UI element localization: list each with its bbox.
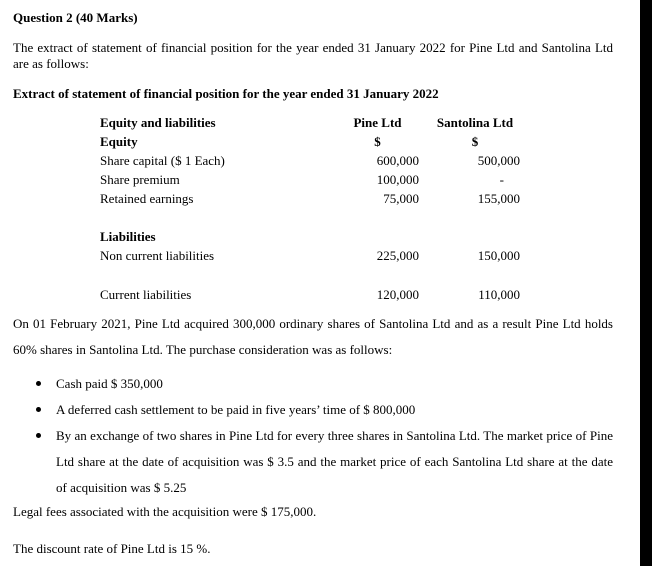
bullet-icon <box>36 407 41 412</box>
row-label-share-premium: Share premium <box>100 172 180 187</box>
bullet-icon <box>36 433 41 438</box>
column-header-pine: Pine Ltd <box>353 115 402 130</box>
table-title: Extract of statement of financial position for the year ended 31 January 2022 <box>13 86 439 101</box>
equity-label: Equity <box>100 134 138 149</box>
santolina-current: 110,000 <box>478 287 520 302</box>
santolina-retained-earnings: 155,000 <box>477 191 520 206</box>
row-label-current: Current liabilities <box>100 287 192 302</box>
table-header-label: Equity and liabilities <box>100 115 216 130</box>
liabilities-label: Liabilities <box>100 229 156 244</box>
row-label-retained-earnings: Retained earnings <box>100 191 194 206</box>
bullet-icon <box>36 381 41 386</box>
legal-fees-text: Legal fees associated with the acquisition were $ 175,000. <box>13 504 317 519</box>
santolina-share-capital: 500,000 <box>477 153 520 168</box>
currency-santolina: $ <box>471 134 479 149</box>
santolina-share-premium: - <box>499 172 504 187</box>
intro-paragraph: The extract of statement of financial position for the year ended 31 January 2022 for Pine Ltd and Santolina Ltd are as follows: <box>13 40 613 71</box>
list-item: A deferred cash settlement to be paid in five years’ time of $ 800,000 <box>56 402 416 417</box>
list-item: By an exchange of two shares in Pine Ltd for every three shares in Santolina Ltd. The market price of Pine Ltd share at the date of acquisition was $ 3.5 and the market price of each Santolina Ltd share at the date of acquisition was $ 5.25 <box>56 428 613 495</box>
pine-retained-earnings: 75,000 <box>383 191 419 206</box>
row-label-share-capital: Share capital ($ 1 Each) <box>100 153 225 168</box>
acquisition-paragraph: On 01 February 2021, Pine Ltd acquired 300,000 ordinary shares of Santolina Ltd and as a result Pine Ltd holds 60% shares in Santolina Ltd. The purchase consideration was as follows: <box>13 316 613 357</box>
discount-rate-text: The discount rate of Pine Ltd is 15 %. <box>13 541 211 556</box>
question-title: Question 2 (40 Marks) <box>13 10 138 25</box>
pine-current: 120,000 <box>376 287 419 302</box>
santolina-non-current: 150,000 <box>477 248 520 263</box>
pine-share-capital: 600,000 <box>376 153 419 168</box>
page-edge-bar <box>640 0 652 566</box>
pine-share-premium: 100,000 <box>376 172 419 187</box>
pine-non-current: 225,000 <box>376 248 419 263</box>
column-header-santolina: Santolina Ltd <box>436 115 514 130</box>
row-label-non-current: Non current liabilities <box>100 248 215 263</box>
currency-pine: $ <box>374 134 381 149</box>
list-item: Cash paid $ 350,000 <box>56 376 163 391</box>
